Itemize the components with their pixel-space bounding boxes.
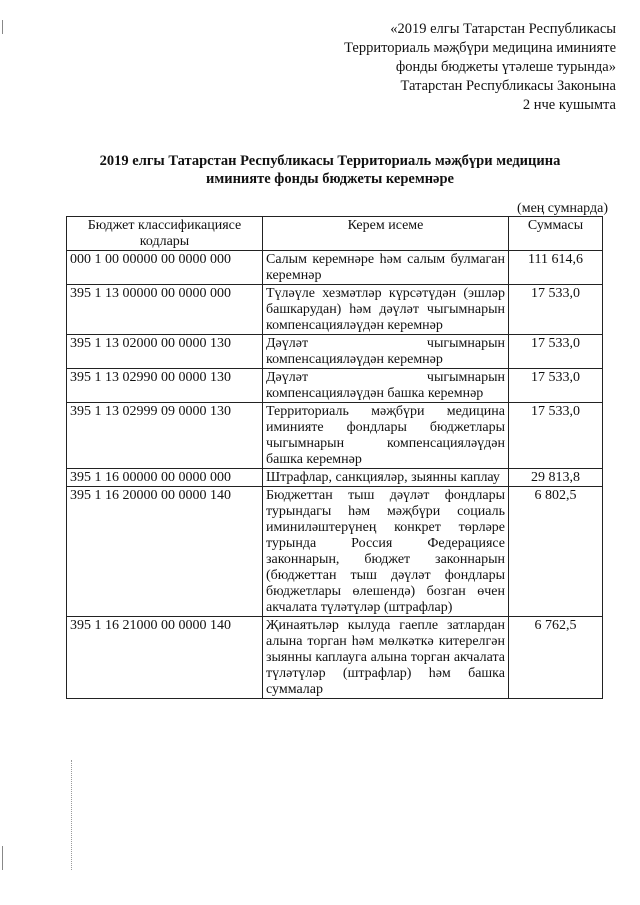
table-row [67,617,603,699]
header-line: Татарстан Республикасы Законына [400,78,616,94]
amount-cell: 6 762,5 [509,617,603,699]
table-row [67,285,603,335]
amount-cell: 17 533,0 [509,403,603,469]
table-row [67,335,603,369]
header-line: Территориаль мәҗбүри медицина иминияте [344,40,616,56]
revenue-name-cell: Җинаятьләр кылуда гаепле затлардан алына торган һәм мөлкәткә китерелгән зыянны каплауга алына торган акчалата түләтүләр (штрафлар) һәм башка суммалар [263,617,509,699]
table-row [67,487,603,617]
scan-artifact-top [2,20,3,34]
column-header-code: Бюджет классификациясе кодлары [67,217,263,251]
amount-cell: 111 614,6 [509,251,603,285]
table-row [67,469,603,487]
amount-cell: 17 533,0 [509,335,603,369]
revenue-name-cell: Территориаль мәҗбүри медицина иминияте фондлары бюджетлары чыгымнарын компенсацияләүдән башка керемнәр [263,403,509,469]
title-line-1: 2019 елгы Татарстан Республикасы Территориаль мәҗбүри медицина [99,153,561,169]
table-row [67,403,603,469]
budget-code-cell: 395 1 16 20000 00 0000 140 [67,487,263,617]
table-header-row [67,217,603,251]
revenue-name-cell: Түләүле хезмәтләр күрсәтүдән (эшләр башкарудан) һәм дәүләт чыгымнарын компенсацияләүдән керемнәр [263,285,509,335]
amount-cell: 17 533,0 [509,369,603,403]
revenue-table [66,216,603,699]
revenue-name-cell: Дәүләт чыгымнарын компенсацияләүдән керемнәр [263,335,509,369]
budget-code-cell: 395 1 13 02990 00 0000 130 [67,369,263,403]
budget-code-cell: 395 1 13 02999 09 0000 130 [67,403,263,469]
column-header-amount: Суммасы [509,217,603,251]
units-note: (мең сумнарда) [517,201,608,216]
scan-dotted-margin [71,760,72,870]
column-header-name: Керем исеме [263,217,509,251]
budget-code-cell: 395 1 16 00000 00 0000 000 [67,469,263,487]
amount-cell: 17 533,0 [509,285,603,335]
budget-code-cell: 000 1 00 00000 00 0000 000 [67,251,263,285]
revenue-name-cell: Дәүләт чыгымнарын компенсацияләүдән башка керемнәр [263,369,509,403]
header-line: фонды бюджеты үтәлеше турында» [395,59,616,75]
header-line: «2019 елгы Татарстан Республикасы [390,21,616,37]
budget-code-cell: 395 1 16 21000 00 0000 140 [67,617,263,699]
table-row [67,369,603,403]
revenue-name-cell: Бюджеттан тыш дәүләт фондлары турындагы һәм мәҗбүри социаль иминиләштерүнең конкрет төрләре турында Россия Федерациясе законнарын, бюджет законнарын (бюджеттан тыш дәүләт фондлары бюджетлары өлешендә) бозган өчен акчалата түләтүләр (штрафлар) [263,487,509,617]
revenue-name-cell: Салым керемнәре һәм салым булмаган керемнәр [263,251,509,285]
table-row [67,251,603,285]
header-block [286,20,616,115]
budget-code-cell: 395 1 13 00000 00 0000 000 [67,285,263,335]
amount-cell: 6 802,5 [509,487,603,617]
header-line: 2 нче кушымта [522,97,616,113]
revenue-name-cell: Штрафлар, санкцияләр, зыянны каплау [263,469,509,487]
scan-artifact-bottom [2,846,3,870]
budget-code-cell: 395 1 13 02000 00 0000 130 [67,335,263,369]
title-line-2: иминияте фонды бюджеты керемнәре [205,171,454,187]
document-title [60,152,600,188]
amount-cell: 29 813,8 [509,469,603,487]
